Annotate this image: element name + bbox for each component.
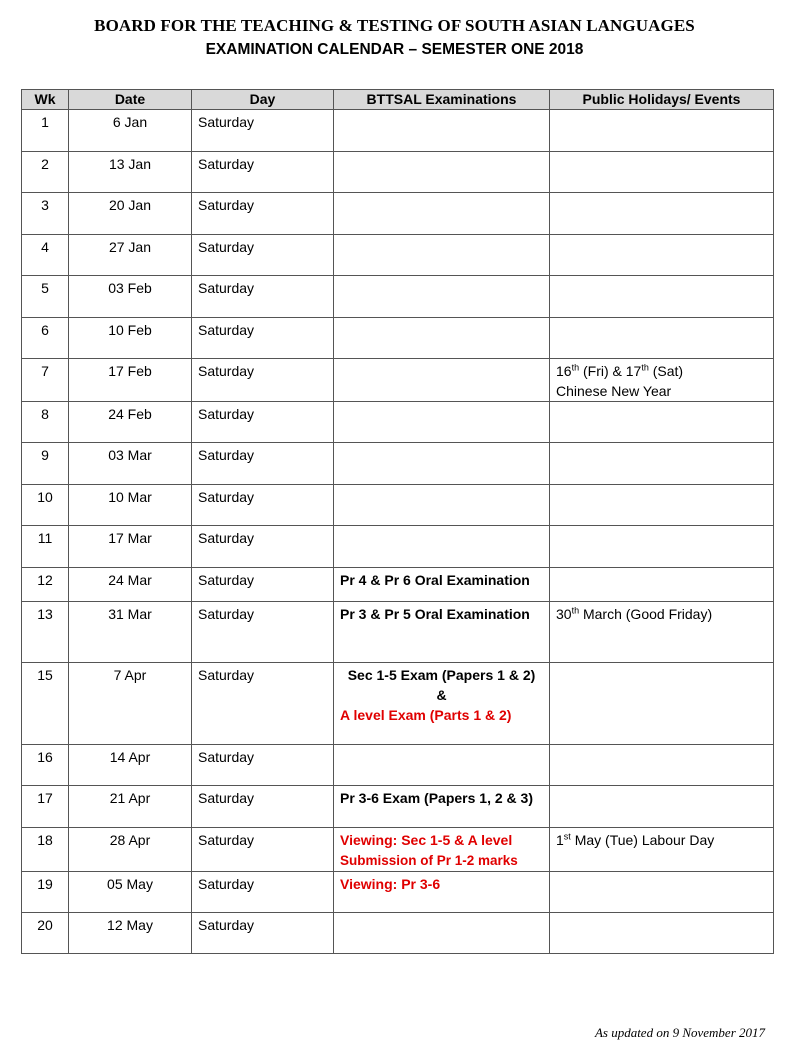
holiday-cell — [550, 745, 774, 786]
exam-text-submission: Submission of Pr 1-2 marks — [340, 853, 518, 868]
exam-cell — [334, 485, 550, 526]
exam-cell: Pr 4 & Pr 6 Oral Examination — [334, 568, 550, 602]
column-header-exams: BTTSAL Examinations — [334, 90, 550, 110]
table-row — [22, 359, 774, 402]
holiday-text: 16th (Fri) & 17th (Sat) — [556, 362, 684, 379]
table-row — [22, 402, 774, 443]
holiday-cell — [550, 485, 774, 526]
date-cell: 24 Mar — [69, 568, 192, 602]
table-row — [22, 193, 774, 235]
date-cell: 20 Jan — [69, 193, 192, 235]
holiday-cell — [550, 318, 774, 359]
table-header-row — [22, 90, 774, 110]
table-row — [22, 828, 774, 872]
document-subtitle: EXAMINATION CALENDAR – SEMESTER ONE 2018 — [205, 41, 584, 58]
exam-cell — [334, 913, 550, 954]
holiday-cell — [550, 443, 774, 485]
column-header-holidays: Public Holidays/ Events — [550, 90, 774, 110]
date-cell: 05 May — [69, 872, 192, 913]
day-cell: Saturday — [192, 568, 334, 602]
week-cell: 18 — [22, 828, 69, 872]
week-cell: 2 — [22, 152, 69, 193]
exam-cell — [334, 318, 550, 359]
column-header-day: Day — [192, 90, 334, 110]
date-cell: 6 Jan — [69, 110, 192, 152]
table-row — [22, 663, 774, 745]
day-cell: Saturday — [192, 276, 334, 318]
date-cell: 17 Feb — [69, 359, 192, 402]
exam-cell — [334, 235, 550, 276]
table-row — [22, 485, 774, 526]
table-row — [22, 872, 774, 913]
table-row — [22, 110, 774, 152]
exam-cell — [334, 526, 550, 568]
date-cell: 13 Jan — [69, 152, 192, 193]
exam-cell — [334, 193, 550, 235]
exam-cell — [334, 359, 550, 402]
date-cell: 31 Mar — [69, 602, 192, 663]
holiday-text: 1st May (Tue) Labour Day — [556, 831, 715, 848]
date-cell: 28 Apr — [69, 828, 192, 872]
exam-cell — [334, 443, 550, 485]
holiday-cell — [550, 193, 774, 235]
table-row — [22, 745, 774, 786]
holiday-cell — [550, 663, 774, 745]
week-cell: 5 — [22, 276, 69, 318]
exam-cell: Pr 3-6 Exam (Papers 1, 2 & 3) — [334, 786, 550, 828]
document-title: BOARD FOR THE TEACHING & TESTING OF SOUTH ASIAN LANGUAGES — [94, 16, 695, 35]
day-cell: Saturday — [192, 745, 334, 786]
table-row — [22, 443, 774, 485]
day-cell: Saturday — [192, 526, 334, 568]
holiday-text-line2: Chinese New Year — [556, 383, 672, 399]
week-cell: 20 — [22, 913, 69, 954]
exam-text-a-level: A level Exam (Parts 1 & 2) — [340, 707, 512, 723]
day-cell: Saturday — [192, 235, 334, 276]
date-cell: 03 Feb — [69, 276, 192, 318]
week-cell: 4 — [22, 235, 69, 276]
table-row — [22, 235, 774, 276]
week-cell: 19 — [22, 872, 69, 913]
table-row — [22, 602, 774, 663]
day-cell: Saturday — [192, 913, 334, 954]
holiday-cell — [550, 359, 774, 402]
week-cell: 9 — [22, 443, 69, 485]
week-cell: 13 — [22, 602, 69, 663]
day-cell: Saturday — [192, 443, 334, 485]
table-row — [22, 568, 774, 602]
holiday-cell — [550, 568, 774, 602]
holiday-cell — [550, 402, 774, 443]
date-cell: 7 Apr — [69, 663, 192, 745]
day-cell: Saturday — [192, 402, 334, 443]
exam-text-sec: Sec 1-5 Exam (Papers 1 & 2) — [347, 667, 536, 683]
date-cell: 27 Jan — [69, 235, 192, 276]
exam-cell — [334, 402, 550, 443]
table-row — [22, 913, 774, 954]
holiday-cell — [550, 828, 774, 872]
week-cell: 1 — [22, 110, 69, 152]
date-cell: 24 Feb — [69, 402, 192, 443]
exam-cell: Viewing: Pr 3-6 — [334, 872, 550, 913]
day-cell: Saturday — [192, 872, 334, 913]
week-cell: 7 — [22, 359, 69, 402]
week-cell: 10 — [22, 485, 69, 526]
date-cell: 17 Mar — [69, 526, 192, 568]
holiday-cell — [550, 235, 774, 276]
holiday-cell — [550, 602, 774, 663]
exam-cell — [334, 276, 550, 318]
holiday-cell — [550, 110, 774, 152]
exam-cell — [334, 152, 550, 193]
week-cell: 6 — [22, 318, 69, 359]
exam-cell: Pr 3 & Pr 5 Oral Examination — [334, 602, 550, 663]
week-cell: 12 — [22, 568, 69, 602]
day-cell: Saturday — [192, 485, 334, 526]
update-note: As updated on 9 November 2017 — [594, 1025, 765, 1040]
exam-text-ampersand: & — [436, 687, 447, 703]
day-cell: Saturday — [192, 602, 334, 663]
column-header-date: Date — [69, 90, 192, 110]
week-cell: 17 — [22, 786, 69, 828]
holiday-cell — [550, 276, 774, 318]
week-cell: 11 — [22, 526, 69, 568]
exam-text-viewing: Viewing: Sec 1-5 & A level — [340, 832, 513, 848]
holiday-text: 30th March (Good Friday) — [556, 605, 713, 622]
date-cell: 10 Mar — [69, 485, 192, 526]
date-cell: 03 Mar — [69, 443, 192, 485]
week-cell: 3 — [22, 193, 69, 235]
column-header-wk: Wk — [22, 90, 69, 110]
examination-calendar-table — [21, 89, 774, 954]
week-cell: 15 — [22, 663, 69, 745]
holiday-cell — [550, 913, 774, 954]
exam-cell — [334, 828, 550, 872]
date-cell: 14 Apr — [69, 745, 192, 786]
holiday-cell — [550, 526, 774, 568]
table-row — [22, 276, 774, 318]
day-cell: Saturday — [192, 359, 334, 402]
exam-cell — [334, 663, 550, 745]
date-cell: 21 Apr — [69, 786, 192, 828]
date-cell: 12 May — [69, 913, 192, 954]
table-row — [22, 786, 774, 828]
day-cell: Saturday — [192, 828, 334, 872]
day-cell: Saturday — [192, 663, 334, 745]
holiday-cell — [550, 786, 774, 828]
holiday-cell — [550, 152, 774, 193]
table-row — [22, 526, 774, 568]
table-row — [22, 318, 774, 359]
holiday-cell — [550, 872, 774, 913]
day-cell: Saturday — [192, 786, 334, 828]
exam-cell — [334, 745, 550, 786]
week-cell: 16 — [22, 745, 69, 786]
table-row — [22, 152, 774, 193]
day-cell: Saturday — [192, 318, 334, 359]
date-cell: 10 Feb — [69, 318, 192, 359]
day-cell: Saturday — [192, 152, 334, 193]
week-cell: 8 — [22, 402, 69, 443]
day-cell: Saturday — [192, 193, 334, 235]
day-cell: Saturday — [192, 110, 334, 152]
exam-cell — [334, 110, 550, 152]
